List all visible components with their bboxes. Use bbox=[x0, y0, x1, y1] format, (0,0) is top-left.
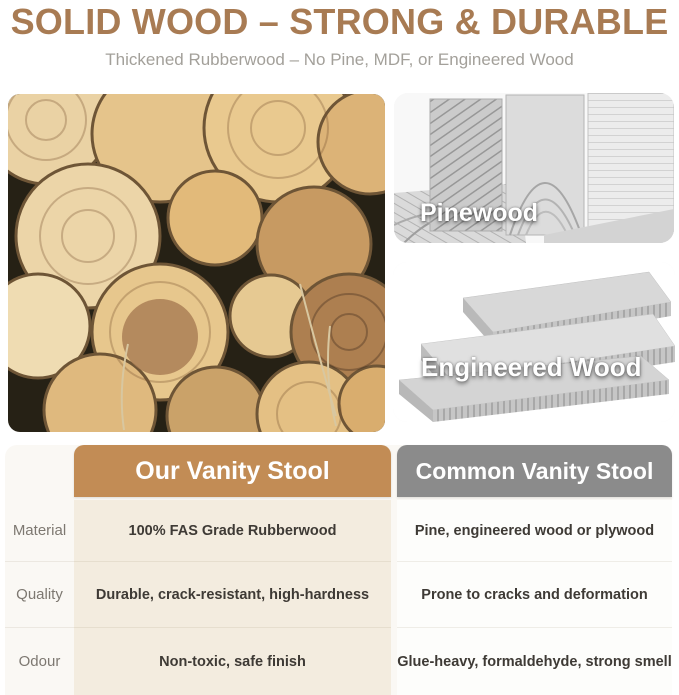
logs-illustration bbox=[8, 94, 385, 432]
common-column-header: Common Vanity Stool bbox=[397, 445, 672, 497]
rubberwood-logs-photo bbox=[8, 94, 385, 432]
common-cell-odour: Glue-heavy, formaldehyde, strong smell bbox=[397, 627, 672, 695]
row-label-material: Material bbox=[12, 522, 67, 539]
our-cell-material: 100% FAS Grade Rubberwood bbox=[74, 500, 391, 561]
engineered-wood-photo bbox=[393, 262, 675, 422]
common-cell-material: Pine, engineered wood or plywood bbox=[397, 500, 672, 561]
common-cell-quality: Prone to cracks and deformation bbox=[397, 561, 672, 627]
row-label-quality: Quality bbox=[5, 561, 74, 627]
engineered-wood-illustration bbox=[393, 262, 675, 422]
our-cell-quality: Durable, crack-resistant, high-hardness bbox=[74, 561, 391, 627]
engineered-wood-label: Engineered Wood bbox=[421, 352, 642, 382]
pinewood-label: Pinewood bbox=[420, 199, 539, 227]
our-column-header: Our Vanity Stool bbox=[74, 445, 391, 497]
row-label-odour: Odour bbox=[5, 627, 74, 695]
comparison-table bbox=[5, 445, 672, 695]
pinewood-photo bbox=[394, 93, 674, 243]
our-cell-odour: Non-toxic, safe finish bbox=[74, 627, 391, 695]
page-subtitle: Thickened Rubberwood – No Pine, MDF, or Engineered Wood bbox=[105, 50, 574, 69]
page-title: SOLID WOOD – STRONG & DURABLE bbox=[10, 1, 669, 42]
table-corner-cell bbox=[5, 445, 74, 500]
